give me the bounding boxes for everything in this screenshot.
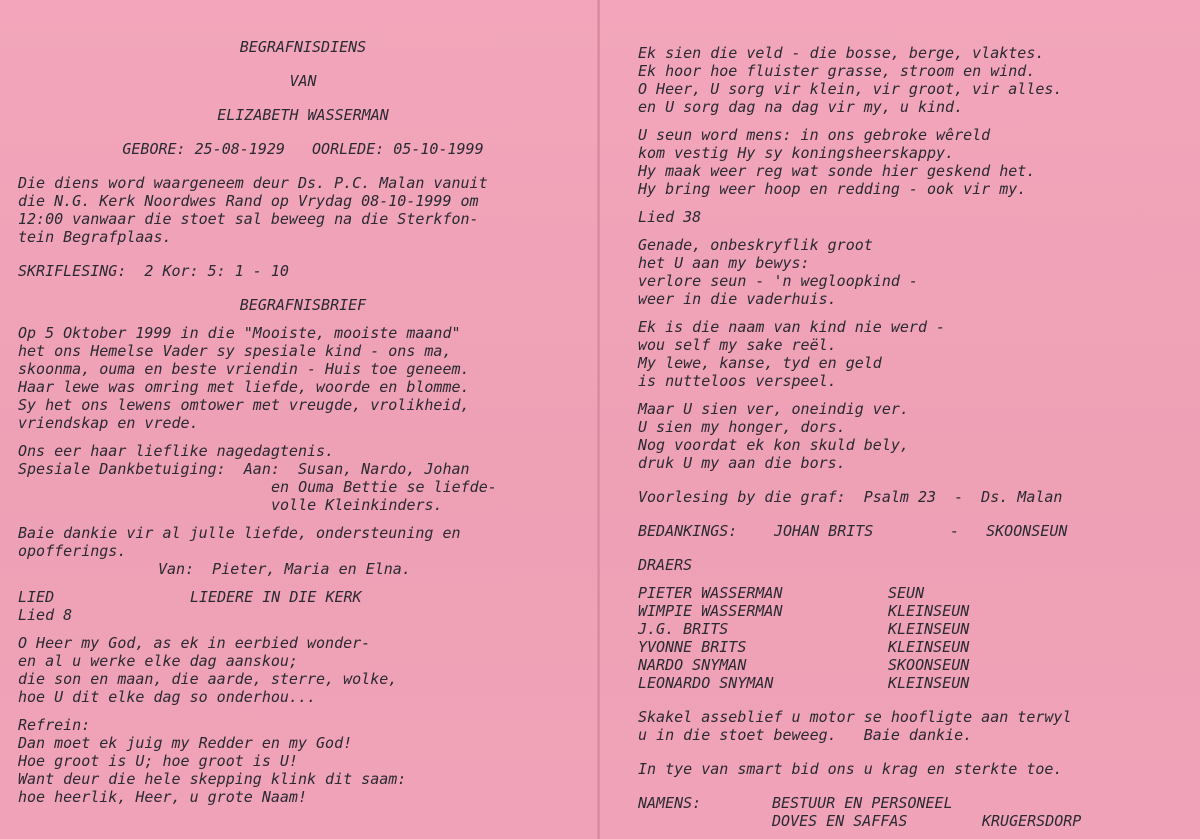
verse-line: Hy maak weer reg wat sonde hier geskend het. <box>638 162 1036 180</box>
deceased-name: ELIZABETH WASSERMAN <box>217 106 389 124</box>
namens-place: KRUGERSDORP <box>982 812 1082 830</box>
verse-line: Ek is die naam van kind nie werd - <box>638 318 946 336</box>
service-heading: BEGRAFNISDIENS <box>239 38 367 56</box>
song-verse <box>638 44 1193 116</box>
verse-line: kom vestig Hy sy koningsheerskappy. <box>638 144 955 162</box>
bearer-role: KLEINSEUN <box>888 620 970 638</box>
from-family: Van: Pieter, Maria en Elna. <box>158 560 411 578</box>
right-column <box>638 44 1193 830</box>
service-paragraph <box>18 174 588 246</box>
verse-line: U seun word mens: in ons gebroke wêreld <box>638 126 991 144</box>
verse-line: Ek hoor hoe fluister grasse, stroom en wind. <box>638 62 1036 80</box>
songs-heading: LIEDERE IN DIE KERK <box>190 588 362 606</box>
refrain-line: Hoe groot is U; hoe groot is U! <box>18 752 298 770</box>
thanks-role: - SKOONSEUN <box>950 522 1068 540</box>
funeral-letter <box>18 324 588 432</box>
bearer-row <box>638 620 1193 638</box>
gratitude-line: opofferings. <box>18 542 127 560</box>
bearers-list <box>638 584 1193 692</box>
bearer-role: SKOONSEUN <box>888 656 970 674</box>
song-title: Lied 38 <box>638 208 702 226</box>
verse-line: verlore seun - 'n wegloopkind - <box>638 272 918 290</box>
special-thanks-cont: en Ouma Bettie se liefde- <box>271 478 497 496</box>
headlights-notice: u in die stoet beweeg. Baie dankie. <box>638 726 973 744</box>
song-verse <box>638 126 1193 198</box>
right-page <box>600 0 1200 839</box>
verse-line: en al u werke elke dag aanskou; <box>18 652 298 670</box>
verse-line: het U aan my bewys: <box>638 254 810 272</box>
bearer-row <box>638 638 1193 656</box>
namens-label: NAMENS: <box>638 794 702 812</box>
bearer-role: KLEINSEUN <box>888 638 970 656</box>
verse-line: druk U my aan die bors. <box>638 454 846 472</box>
special-thanks-cont: volle Kleinkinders. <box>271 496 443 514</box>
namens-line2: DOVES EN SAFFAS <box>772 812 908 830</box>
acknowledgements <box>638 522 1193 540</box>
on-behalf-of-cont <box>638 812 1193 830</box>
thanks-label: BEDANKINGS: <box>638 522 738 540</box>
refrain-line: hoe heerlik, Heer, u grote Naam! <box>18 788 307 806</box>
verse-line: Maar U sien ver, oneindig ver. <box>638 400 909 418</box>
refrain <box>18 734 588 806</box>
verse-line: wou self my sake reël. <box>638 336 837 354</box>
left-page <box>0 0 598 839</box>
letter-line: vriendskap en vrede. <box>18 414 199 432</box>
refrain-label: Refrein: <box>18 716 91 734</box>
scripture-reading: SKRIFLESING: 2 Kor: 5: 1 - 10 <box>18 262 289 280</box>
letter-line: skoonma, ouma en beste vriendin - Huis toe geneem. <box>18 360 470 378</box>
verse-line: Ek sien die veld - die bosse, berge, vlaktes. <box>638 44 1045 62</box>
verse-line: die son en maan, die aarde, sterre, wolke, <box>18 670 398 688</box>
sympathy-line: In tye van smart bid ons u krag en sterkte toe. <box>638 760 1063 778</box>
verse-line: Nog voordat ek kon skuld bely, <box>638 436 909 454</box>
service-line: tein Begrafplaas. <box>18 228 172 246</box>
headlights-notice: Skakel asseblief u motor se hoofligte aan terwyl <box>638 708 1072 726</box>
song-verse <box>638 236 1193 308</box>
letter-line: het ons Hemelse Vader sy spesiale kind - ons ma, <box>18 342 452 360</box>
bearer-role: SEUN <box>888 584 925 602</box>
verse-line: is nutteloos verspeel. <box>638 372 837 390</box>
bearer-name: PIETER WASSERMAN <box>638 584 783 602</box>
verse-line: U sien my honger, dors. <box>638 418 846 436</box>
letter-line: Sy het ons lewens omtower met vreugde, vrolikheid, <box>18 396 470 414</box>
service-line: 12:00 vanwaar die stoet sal beweeg na die Sterkfon- <box>18 210 479 228</box>
gratitude-line: Baie dankie vir al julle liefde, ondersteuning en <box>18 524 461 542</box>
letter-line: Haar lewe was omring met liefde, woorde en blomme. <box>18 378 470 396</box>
verse-line: O Heer my God, as ek in eerbied wonder- <box>18 634 371 652</box>
thanks-name: JOHAN BRITS <box>774 522 874 540</box>
van-label: VAN <box>289 72 317 90</box>
bearer-row <box>638 602 1193 620</box>
bearer-name: LEONARDO SNYMAN <box>638 674 774 692</box>
verse-line: en U sorg dag na dag vir my, u kind. <box>638 98 964 116</box>
life-dates: GEBORE: 25-08-1929 OORLEDE: 05-10-1999 <box>122 140 484 158</box>
bearers-label: DRAERS <box>638 556 693 574</box>
bearer-row <box>638 584 1193 602</box>
letter-line: Op 5 Oktober 1999 in die "Mooiste, mooiste maand" <box>18 324 461 342</box>
verse-line: O Heer, U sorg vir klein, vir groot, vir alles. <box>638 80 1063 98</box>
special-thanks: Spesiale Dankbetuiging: Aan: Susan, Nardo, Johan <box>18 460 470 478</box>
bearer-name: NARDO SNYMAN <box>638 656 747 674</box>
song-title: Lied 8 <box>18 606 73 624</box>
song-verse <box>18 634 588 706</box>
verse-line: weer in die vaderhuis. <box>638 290 837 308</box>
bearer-name: WIMPIE WASSERMAN <box>638 602 783 620</box>
on-behalf-of <box>638 794 1193 812</box>
grave-reading: Voorlesing by die graf: Psalm 23 - Ds. Malan <box>638 488 1063 506</box>
lied-label: LIED <box>18 588 55 606</box>
verse-line: hoe U dit elke dag so onderhou... <box>18 688 317 706</box>
refrain-line: Dan moet ek juig my Redder en my God! <box>18 734 353 752</box>
refrain-line: Want deur die hele skepping klink dit saam: <box>18 770 407 788</box>
bearer-role: KLEINSEUN <box>888 674 970 692</box>
song-verse <box>638 318 1193 390</box>
verse-line: Genade, onbeskryflik groot <box>638 236 873 254</box>
song-verse <box>638 400 1193 472</box>
bearer-row <box>638 674 1193 692</box>
service-line: die N.G. Kerk Noordwes Rand op Vrydag 08-10-1999 om <box>18 192 479 210</box>
verse-line: Hy bring weer hoop en redding - ook vir my. <box>638 180 1027 198</box>
namens-line1: BESTUUR EN PERSONEEL <box>772 794 953 812</box>
service-line: Die diens word waargeneem deur Ds. P.C. Malan vanuit <box>18 174 488 192</box>
verse-line: My lewe, kanse, tyd en geld <box>638 354 882 372</box>
bearer-role: KLEINSEUN <box>888 602 970 620</box>
memory-line: Ons eer haar lieflike nagedagtenis. <box>18 442 335 460</box>
letter-heading: BEGRAFNISBRIEF <box>239 296 367 314</box>
bearer-name: YVONNE BRITS <box>638 638 747 656</box>
songs-heading-row <box>18 588 588 606</box>
left-column <box>18 38 588 806</box>
bearer-name: J.G. BRITS <box>638 620 729 638</box>
bearer-row <box>638 656 1193 674</box>
